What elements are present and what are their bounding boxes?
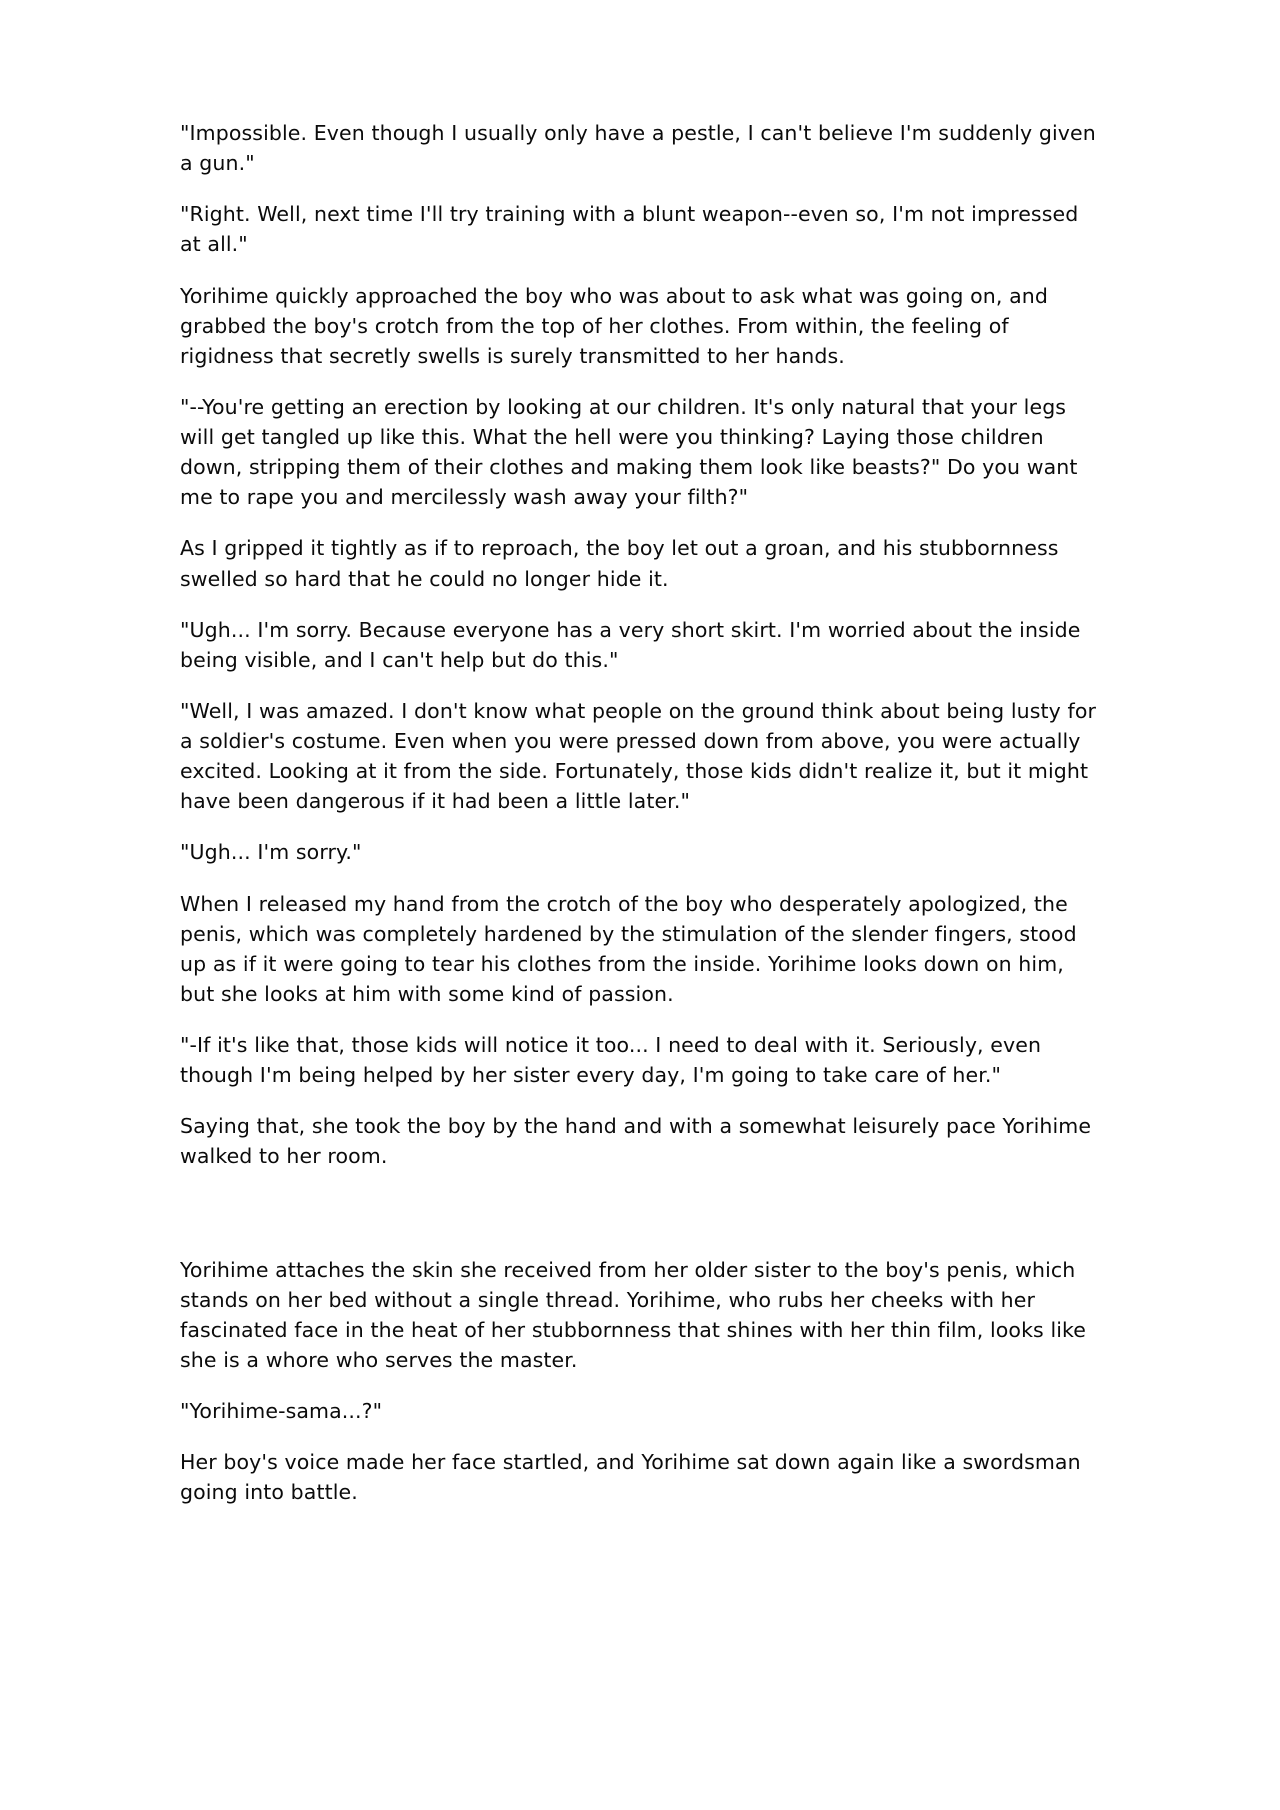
paragraph: Yorihime attaches the skin she received from her older sister to the boy's penis, which stands on her bed without a single thread. Yorihime, who rubs her cheeks with her fascinated face in the heat of her stubbornness that shines with her thin film, looks like she is a whore who serves the master. (180, 1257, 1087, 1372)
paragraph: "Well, I was amazed. I don't know what people on the ground think about being lusty for a soldier's costume. Even when you were pressed down from above, you were actually excited. Looking at it from the side. Fortunately, those kids didn't realize it, but it might have been dangerous if it had been a little later." (180, 698, 1097, 814)
paragraph: "Impossible. Even though I usually only have a pestle, I can't believe I'm suddenly given a gun." (180, 121, 1096, 176)
paragraph: "--You're getting an erection by looking at our children. It's only natural that your legs will get tangled up like this. What the hell were you thinking? Laying those children down, stripping them of their clothes and making them look like beasts?" Do you want me to rape you and mercilessly wash away your filth?" (180, 394, 1078, 510)
paragraph: "Yorihime-sama...?" (180, 1399, 383, 1423)
paragraph: "Ugh... I'm sorry." (180, 840, 362, 865)
paragraph: Yorihime quickly approached the boy who was about to ask what was going on, and grabbed the boy's crotch from the top of her clothes. From within, the feeling of rigidness that secretly swells is surely transmitted to her hands. (180, 283, 1049, 368)
paragraph: "Ugh... I'm sorry. Because everyone has a very short skirt. I'm worried about the inside being visible, and I can't help but do this." (180, 617, 1081, 672)
paragraph: When I released my hand from the crotch of the boy who desperately apologized, the penis, which was completely hardened by the stimulation of the slender fingers, stood up as if it were going to tear his clothes from the inside. Yorihime looks down on him, but she looks at him with some kind of passion. (180, 891, 1077, 1006)
paragraph: "-If it's like that, those kids will notice it too... I need to deal with it. Seriously, even though I'm being helped by her sister every day, I'm going to take care of her." (180, 1033, 1042, 1088)
paragraph: As I gripped it tightly as if to reproach, the boy let out a groan, and his stubbornness swelled so hard that he could no longer hide it. (180, 536, 1059, 591)
paragraph: "Right. Well, next time I'll try training with a blunt weapon--even so, I'm not impressed at all." (180, 202, 1079, 257)
paragraph: Saying that, she took the boy by the hand and with a somewhat leisurely pace Yorihime walked to her room. (180, 1114, 1092, 1169)
document-body (180, 118, 1100, 1507)
section-break (180, 1193, 1100, 1255)
paragraph: Her boy's voice made her face startled, and Yorihime sat down again like a swordsman going into battle. (180, 1450, 1081, 1505)
